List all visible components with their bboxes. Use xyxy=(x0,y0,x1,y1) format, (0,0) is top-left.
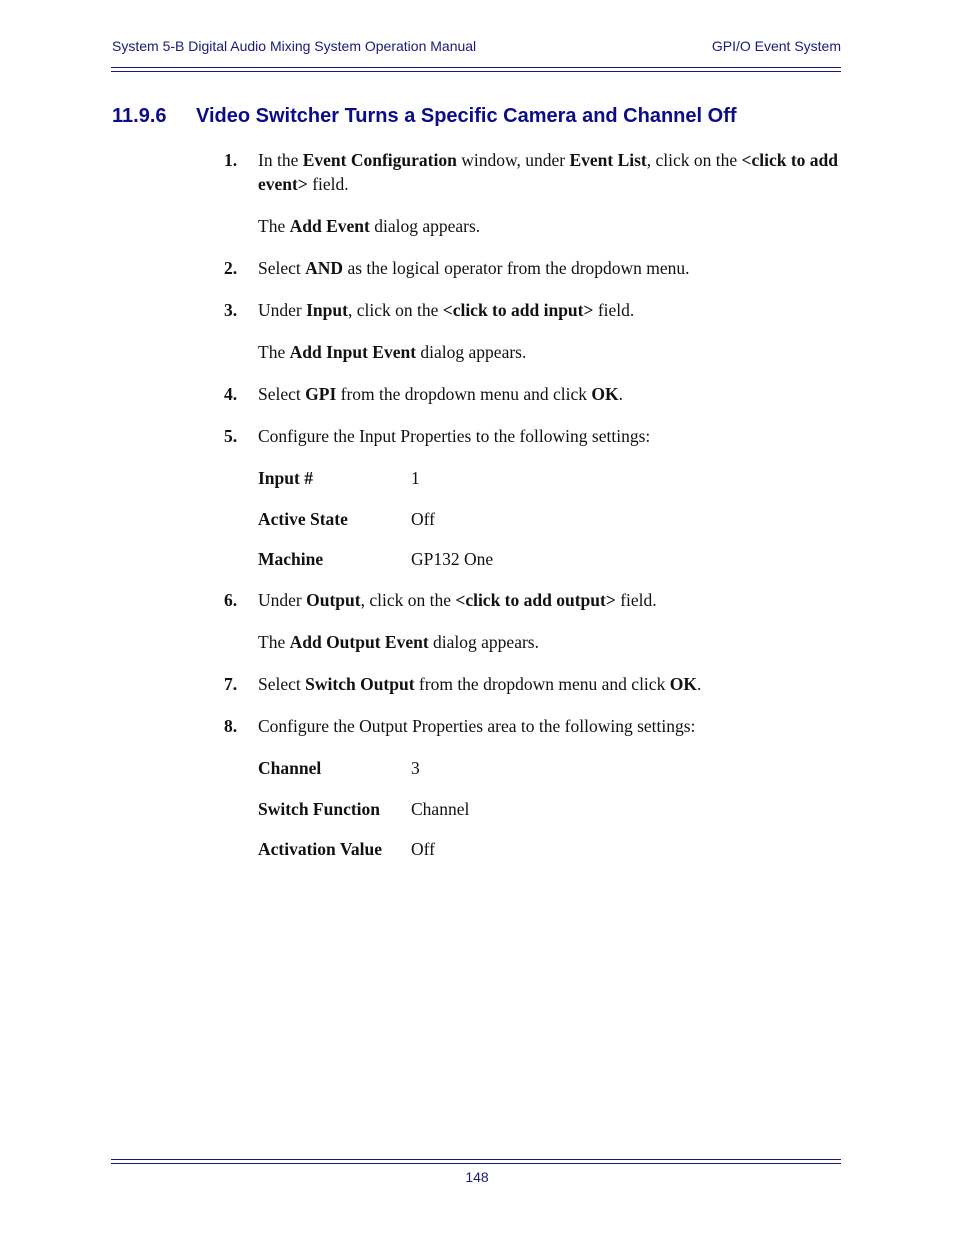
footer-rule-top xyxy=(111,1159,841,1160)
footer-rule-bottom xyxy=(111,1163,841,1164)
step-number: 4. xyxy=(224,384,238,404)
setting-value: Channel xyxy=(411,799,470,819)
setting-value: 3 xyxy=(411,758,420,778)
header-rule-top xyxy=(111,67,841,68)
setting-key: Activation Value xyxy=(258,839,382,859)
step-number: 3. xyxy=(224,300,238,320)
section-title-text: Video Switcher Turns a Specific Camera and Channel Off xyxy=(196,105,737,127)
step-number: 2. xyxy=(224,258,238,278)
step-3 xyxy=(224,298,844,322)
step-number: 8. xyxy=(224,716,238,736)
step-text: Select GPI from the dropdown menu and click OK. xyxy=(258,384,624,404)
step-6 xyxy=(224,588,844,612)
step-text: Under Output, click on the <click to add output> field. xyxy=(258,590,657,610)
setting-value: GP132 One xyxy=(411,549,494,569)
step-number: 7. xyxy=(224,674,238,694)
step-8 xyxy=(224,714,844,738)
running-header-title: System 5-B Digital Audio Mixing System Operation Manual xyxy=(112,38,477,54)
step-text: Under Input, click on the <click to add input> field. xyxy=(258,300,635,320)
setting-key: Machine xyxy=(258,549,324,569)
note-add-output-event: The Add Output Event dialog appears. xyxy=(258,632,539,652)
step-2 xyxy=(224,256,844,280)
note-add-input-event: The Add Input Event dialog appears. xyxy=(258,342,527,362)
running-header-chapter: GPI/O Event System xyxy=(711,38,841,54)
step-text: Configure the Input Properties to the following settings: xyxy=(258,426,651,446)
section-number: 11.9.6 xyxy=(112,105,167,127)
step-1 xyxy=(224,148,844,196)
step-4 xyxy=(224,382,844,406)
page-number: 148 xyxy=(465,1169,489,1185)
setting-value: Off xyxy=(411,509,435,529)
step-text: Select Switch Output from the dropdown menu and click OK. xyxy=(258,674,702,694)
setting-value: 1 xyxy=(411,468,420,488)
step-text: In the Event Configuration window, under Event List, click on the <click to add event> field. xyxy=(258,150,839,194)
step-number: 1. xyxy=(224,150,238,170)
setting-key: Switch Function xyxy=(258,799,381,819)
setting-key: Input # xyxy=(258,468,313,488)
note-add-event: The Add Event dialog appears. xyxy=(258,216,481,236)
setting-key: Active State xyxy=(258,509,348,529)
step-text: Configure the Output Properties area to the following settings: xyxy=(258,716,696,736)
setting-key: Channel xyxy=(258,758,322,778)
step-5 xyxy=(224,424,844,448)
step-7 xyxy=(224,672,844,696)
setting-value: Off xyxy=(411,839,435,859)
header-rule-bottom xyxy=(111,71,841,72)
step-text: Select AND as the logical operator from the dropdown menu. xyxy=(258,258,690,278)
section-heading xyxy=(112,105,737,128)
step-number: 6. xyxy=(224,590,238,610)
step-number: 5. xyxy=(224,426,238,446)
